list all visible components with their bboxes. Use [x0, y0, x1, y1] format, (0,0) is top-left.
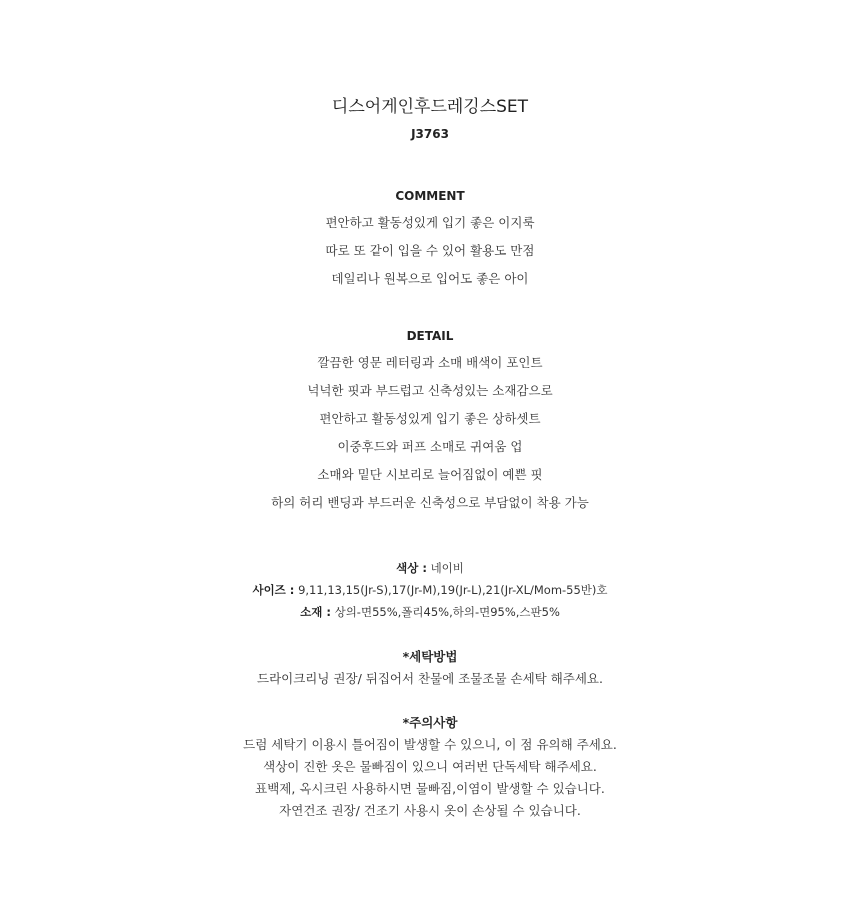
product-code: J3763	[411, 127, 449, 141]
material-label: 소재 :	[300, 605, 331, 619]
detail-line: 깔끔한 영문 레터링과 소매 배색이 포인트	[317, 355, 543, 370]
size-spec	[0, 585, 860, 597]
caution-line: 자연건조 권장/ 건조기 사용시 옷이 손상될 수 있습니다.	[279, 803, 581, 818]
caution-heading: *주의사항	[402, 715, 458, 730]
comment-line: 편안하고 활동성있게 입기 좋은 이지룩	[325, 215, 535, 230]
size-label: 사이즈 :	[252, 583, 295, 597]
comment-heading: COMMENT	[395, 189, 465, 203]
detail-line: 하의 허리 밴딩과 부드러운 신축성으로 부담없이 착용 가능	[271, 495, 589, 510]
color-value: 네이비	[430, 561, 464, 575]
material-value: 상의-면55%,폴리45%,하의-면95%,스판5%	[334, 605, 560, 619]
product-title: 디스어게인후드레깅스SET	[331, 97, 529, 117]
caution-line: 색상이 진한 옷은 물빠짐이 있으니 여러번 단독세탁 해주세요.	[263, 759, 597, 774]
detail-line: 편안하고 활동성있게 입기 좋은 상하셋트	[319, 411, 541, 426]
caution-line: 표백제, 옥시크린 사용하시면 물빠짐,이염이 발생할 수 있습니다.	[255, 781, 605, 796]
washing-line: 드라이크리닝 권장/ 뒤집어서 찬물에 조물조물 손세탁 해주세요.	[257, 671, 603, 686]
color-label: 색상 :	[396, 561, 427, 575]
detail-line: 넉넉한 핏과 부드럽고 신축성있는 소재감으로	[307, 383, 553, 398]
size-value: 9,11,13,15(Jr-S),17(Jr-M),19(Jr-L),21(Jr-XL/Mom-55반)호	[298, 583, 608, 597]
comment-line: 데일리나 원복으로 입어도 좋은 아이	[331, 271, 529, 286]
detail-line: 소매와 밑단 시보리로 늘어짐없이 예쁜 핏	[317, 467, 543, 482]
washing-heading: *세탁방법	[402, 649, 458, 664]
detail-heading: DETAIL	[406, 329, 454, 343]
comment-line: 따로 또 같이 입을 수 있어 활용도 만점	[325, 243, 535, 258]
detail-line: 이중후드와 퍼프 소매로 귀여움 업	[337, 439, 523, 454]
caution-line: 드럼 세탁기 이용시 틀어짐이 발생할 수 있으니, 이 점 유의해 주세요.	[243, 737, 617, 752]
color-spec	[0, 563, 860, 575]
material-spec	[0, 607, 860, 619]
